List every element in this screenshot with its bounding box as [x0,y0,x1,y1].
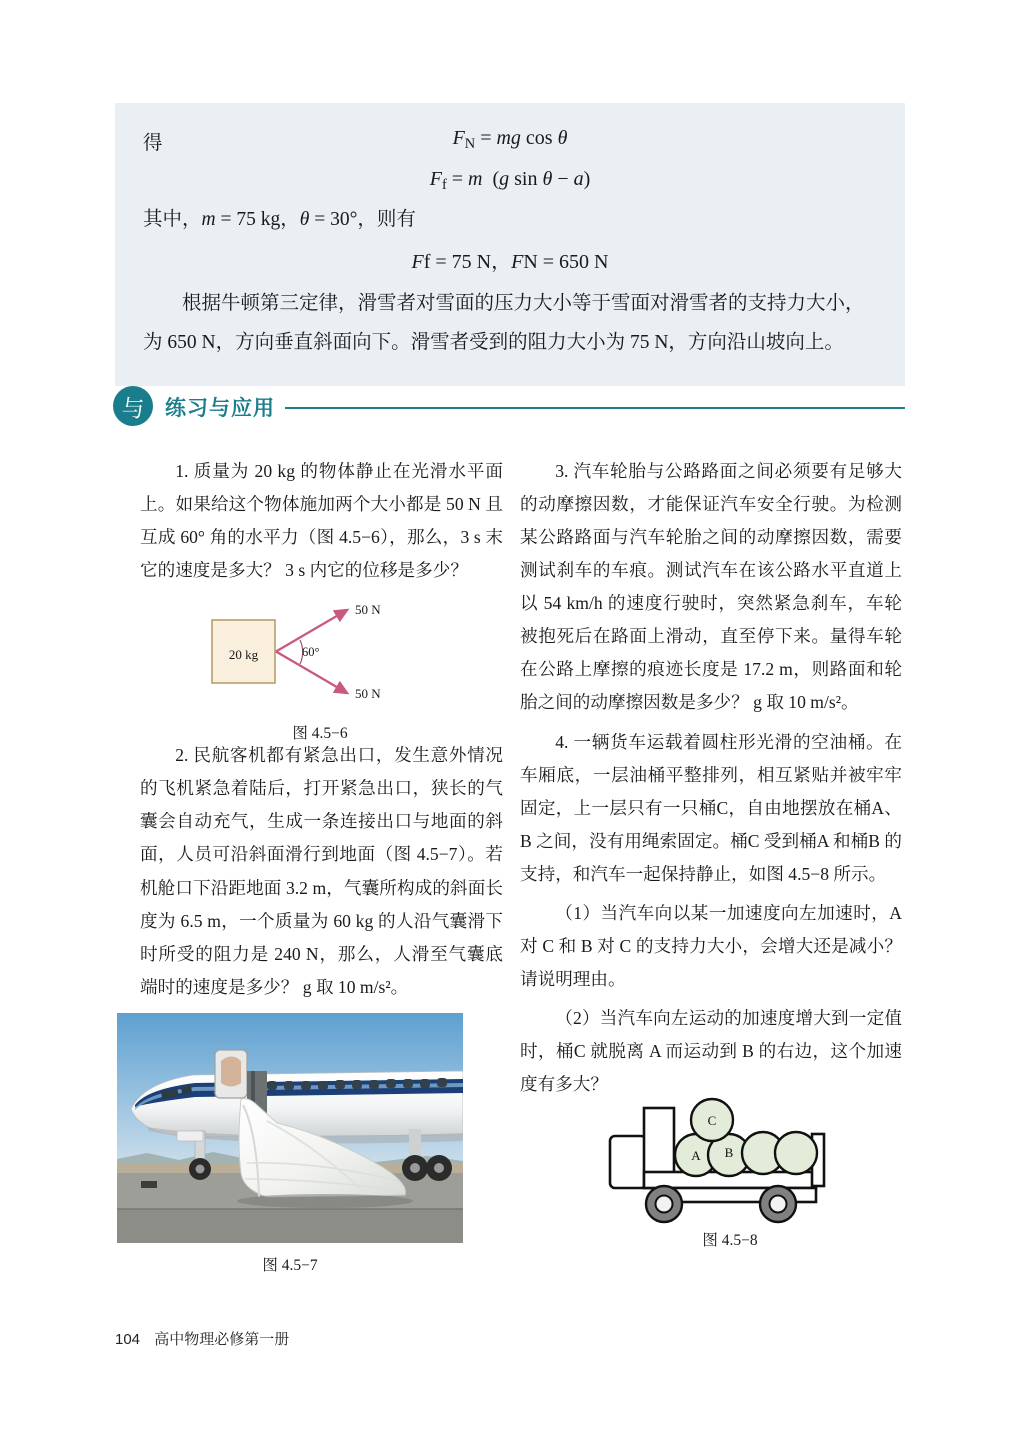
right-column [520,455,902,1101]
solution-lead-label: 得 [143,133,163,154]
problem-3-text: 3. 汽车轮胎与公路路面之间必须要有足够大的动摩擦因数，才能保证汽车安全行驶。为检测某公路路面与汽车轮胎之间的动摩擦因数，需要测试刹车的车痕。测试汽车在该公路水平直道上以 54 km/h 的速度行驶时，突然紧急刹车，车轮被抱死后在路面上滑动，直至停下来。量得车轮在公路上摩擦的痕迹长度是 17.2 m，则路面和轮胎之间的动摩擦因数是多少？ g 取 10 m/s²。 [520,461,902,713]
mass-block-label: 20 kg [228,646,259,662]
solution-box [115,103,905,386]
formula-results: Ff = 75 N，FN = 650 N [411,251,609,274]
angle-label: 60° [302,645,320,659]
formula-normal-force: $F_N$ = mg cos θ [452,127,568,153]
airplane-evacuation-slide-image [117,1013,463,1243]
given-values-line: 其中，m = 75 kg，θ = 30°，则有 [143,209,416,231]
section-heading [113,386,905,428]
section-title: 练习与应用 [165,397,275,420]
practice-badge-icon [113,386,153,426]
truck-cab-front [610,1136,646,1188]
barrel-b-label: B [724,1145,734,1160]
problem-2-text: 2. 民航客机都有紧急出口，发生意外情况的飞机紧急着陆后，打开紧急出口，狭长的气囊会自动充气，生成一条连接出口与地面的斜面，人员可沿斜面滑行到地面（图 4.5−7）。若机舱口下沿距地面 3.2 m，气囊所构成的斜面长度为 6.5 m，一个质量为 60 kg 的人沿气囊滑下时所受的阻力是 240 N，那么，人滑至气囊底端时的速度是多少？ g 取 10 m/s²。 [140,745,503,997]
practice-badge-glyph: 与 [121,394,145,421]
barrel-a-label: A [691,1148,701,1163]
solution-conclusion: 根据牛顿第三定律，滑雪者对雪面的压力大小等于雪面对滑雪者的支持力大小，为 650 N，方向垂直斜面向下。滑雪者受到的阻力大小为 75 N，方向沿山坡向上。 [143,293,865,354]
figure-456-drawing [150,592,490,712]
force-top-label: 50 N [355,602,381,617]
problem-4-part-2-text: （2）当汽车向左运动的加速度增大到一定值时，桶C 就脱离 A 而运动到 B 的右边，这个加速度有多大？ [520,1008,902,1095]
figure-458-caption: 图 4.5−8 [702,1232,758,1249]
page-footer [115,1328,289,1349]
problem-4-part-1-text: （1）当汽车向以某一加速度向左加速时，A 对 C 和 B 对 C 的支持力大小，会增大还是减小？请说明理由。 [520,902,902,989]
figure-458-drawing [600,1092,860,1242]
figure-456 [150,592,490,742]
section-rule [285,407,905,409]
force-bottom-label: 50 N [355,686,381,701]
problem-1-text: 1. 质量为 20 kg 的物体静止在光滑水平面上。如果给这个物体施加两个大小都是 50 N 且互成 60° 角的水平力（图 4.5−6），那么，3 s 末它的速度是多大？ 3 s 内它的位移是多少？ [140,461,503,581]
book-title: 高中物理必修第一册 [154,1331,290,1348]
formula-friction-force: $F_f = m$ (g sin θ − a) [429,168,591,194]
figure-456-caption: 图 4.5−6 [292,725,348,742]
problem-4-text: 4. 一辆货车运载着圆柱形光滑的空油桶。在车厢底，一层油桶平整排列，相互紧贴并被牢牢固定，上一层只有一只桶C，自由地摆放在桶A、B 之间，没有用绳索固定。桶C 受到桶A 和桶B 的支持，和汽车一起保持静止，如图 4.5−8 所示。 [520,731,902,884]
page-number: 104 [115,1331,141,1348]
figure-458 [600,1092,860,1242]
barrel-c-label: C [707,1113,717,1128]
barrel-4 [775,1132,817,1174]
figure-457-caption: 图 4.5−7 [262,1257,318,1274]
figure-457-photo [117,1013,463,1243]
